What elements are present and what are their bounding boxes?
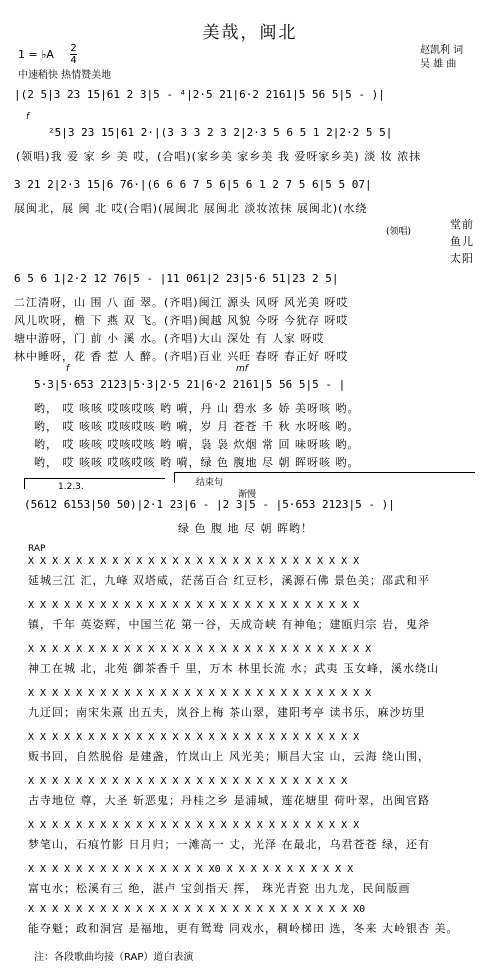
lyrics-verse-1: 二江清呀，山 围 八 面 翠。(齐唱)闽江 源头 风呀 风光美 呀哎 [14,296,349,309]
rap-text-8: 富屯水；松溪有三 绝，湛卢 宝剑指天 挥， 珠光青瓷 出九龙，民间版画 [28,882,411,895]
lyrics-verse-4: 林中睡呀，花 香 惹 人 醉。(齐唱)百业 兴旺 春呀 春正好 呀哎 [14,350,349,363]
lyric-word: 鱼儿 [450,235,474,248]
rap-rhythm-9: X X X X X X X X X X X X X X X X X X X X X X X X X X X X0 [28,904,366,915]
rap-label: RAP [28,544,46,554]
rap-text-1: 延城三江 汇，九峰 双塔威，茫荡百合 红豆杉，溪源石佛 景色美；邵武和平 [28,574,430,587]
volta-label: 1.2.3. [58,482,84,492]
rap-rhythm-6: X X X X X X X X X X X X X X X X X X X X X X X X X X X [28,776,348,787]
score-line-4: 6 5 6 1|2·2 12 76|5 - |11 061|2 23|5·6 51|23 2 5| [14,272,339,285]
score-line-5: 5·3|5·653 2123|5·3|2·5 21|6·2 2161|5 56 5|5 - | [34,378,346,391]
rap-text-2: 镇，千年 英姿辉，中国兰花 第一谷，天成奇峡 有神龟；建瓯归宗 岩，鬼斧 [28,618,430,631]
lyric-word: 太阳 [450,252,474,265]
lyrics-verse-2-end: 哟， 哎 咳咳 哎咳哎咳 哟 嗬，岁 月 苍苍 千 秋 水呀咳 哟。 [34,420,360,433]
rap-rhythm-1: X X X X X X X X X X X X X X X X X X X X X X X X X X X X [28,556,360,567]
lyrics-line-3: 展闽北，展 闽 北 哎(合唱)(展闽北 展闽北 淡妆浓抹 展闽北)(水绕 [14,202,368,215]
rap-text-7: 梦笔山，石痕竹影 日月归；一滩高一 丈，光泽 在最北，乌君苍苍 绿，还有 [28,838,430,851]
lyrics-verse-4-end: 哟， 哎 咳咳 哎咳哎咳 哟 嗬，绿 色 腹地 尽 朝 晖呀咳 哟。 [34,456,360,469]
rap-rhythm-8: X X X X X X X X X X X X X X X X0 X X X X X X X X X X X [28,864,354,875]
lyricist-credit: 赵凯利 词 [420,45,464,56]
lyrics-line-3-column [450,216,474,267]
rap-rhythm-5: X X X X X X X X X X X X X X X X X X X X X X X X X X X X [28,732,360,743]
score-line-1: |(2 5|3 23 15|61 2 3|5 - ⁴|2·5 21|6·2 2161|5 56 5|5 - )| [14,88,385,101]
rap-text-6: 古寺地位 尊，大圣 斩恶鬼；丹桂之乡 是浦城，莲花塘里 荷叶翠，出闽官路 [28,794,430,807]
rap-text-9: 能夺魁；政和洞宫 是福地，更有鸳鸯 同戏水，稠岭梯田 选，冬来 大岭银杏 美。 [28,922,459,935]
time-signature [70,44,77,65]
lyrics-line-2: (领唱)我 爱 家 乡 美 哎，(合唱)(家乡美 家乡美 我 爱呀家乡美) 淡 妆 浓抹 [16,150,422,163]
footnote: 注：各段歌曲均接（RAP）道白表演 [34,952,194,963]
volta-bracket [24,478,165,489]
rap-text-5: 贩书回，自然脱俗 是建盏，竹岚山上 风光美；顺昌大宝 山，云海 绕山围， [28,750,430,763]
tempo-marking: 中速稍快 热情赞美地 [18,70,112,81]
score-line-6: (5612 6153|50 50)|2·1 23|6 - |2 3|5 - |5·653 2123|5 - )| [24,498,395,511]
coda-label: 结束句 [196,478,224,488]
time-sig-numerator: 2 [70,43,77,54]
lyric-word: 堂前 [450,218,474,231]
rap-rhythm-3: X X X X X X X X X X X X X X X X X X X X X X X X X X X X X [28,644,372,655]
score-line-2: ²5|3 23 15|61 2·|(3 3 3 2 3 2|2·3 5 6 5 1 2|2·2 5 5| [48,126,393,139]
ritardando-mark: 渐慢 [238,490,257,500]
composer-credit: 吴 雄 曲 [420,59,457,70]
rap-rhythm-7: X X X X X X X X X X X X X X X X X X X X X X X X X X X X [28,820,360,831]
key-signature: 1 = ♭A [18,48,54,61]
lyrics-verse-3: 塘中游呀，门 前 小 溪 水。(齐唱)大山 深处 有 人家 呀哎 [14,332,325,345]
rap-text-4: 九迂回；南宋朱熹 出五夫，岚谷上梅 茶山翠，建阳考亭 读书乐，麻沙坊里 [28,706,426,719]
lyrics-verse-3-end: 哟， 哎 咳咳 哎咳哎咳 哟 嗬，袅 袅 炊烟 常 回 味呀咳 哟。 [34,438,360,451]
dynamic-mark-2: f [66,364,70,374]
song-title: 美哉，闽北 [202,23,298,43]
lyrics-verse-1-end: 哟， 哎 咳咳 哎咳哎咳 哟 嗬，丹 山 碧水 多 娇 美呀咳 哟。 [34,402,360,415]
dynamic-mark-1: f [26,112,30,122]
rap-rhythm-2: X X X X X X X X X X X X X X X X X X X X X X X X X X X X [28,600,360,611]
lead-singer-label: (领唱) [386,227,412,237]
lyrics-verse-2: 风儿吹呀，檐 下 燕 双 飞。(齐唱)闽越 风貌 今呀 今犹存 呀哎 [14,314,349,327]
time-sig-denominator: 4 [70,55,77,66]
lyrics-ending: 绿 色 腹 地 尽 朝 晖哟！ [178,522,313,535]
score-line-3: 3 21 2|2·3 15|6 76·|(6 6 6 7 5 6|5 6 1 2 7 5 6|5 5 07| [14,178,372,191]
rap-text-3: 神工在城 北，北苑 御茶香千 里，万木 林里长流 水；武夷 玉女峰，溪水绕山 [28,662,439,675]
credits [420,44,463,72]
dynamic-mark-3: mf [236,364,248,374]
rap-rhythm-4: X X X X X X X X X X X X X X X X X X X X X X X X X X X X X [28,688,372,699]
